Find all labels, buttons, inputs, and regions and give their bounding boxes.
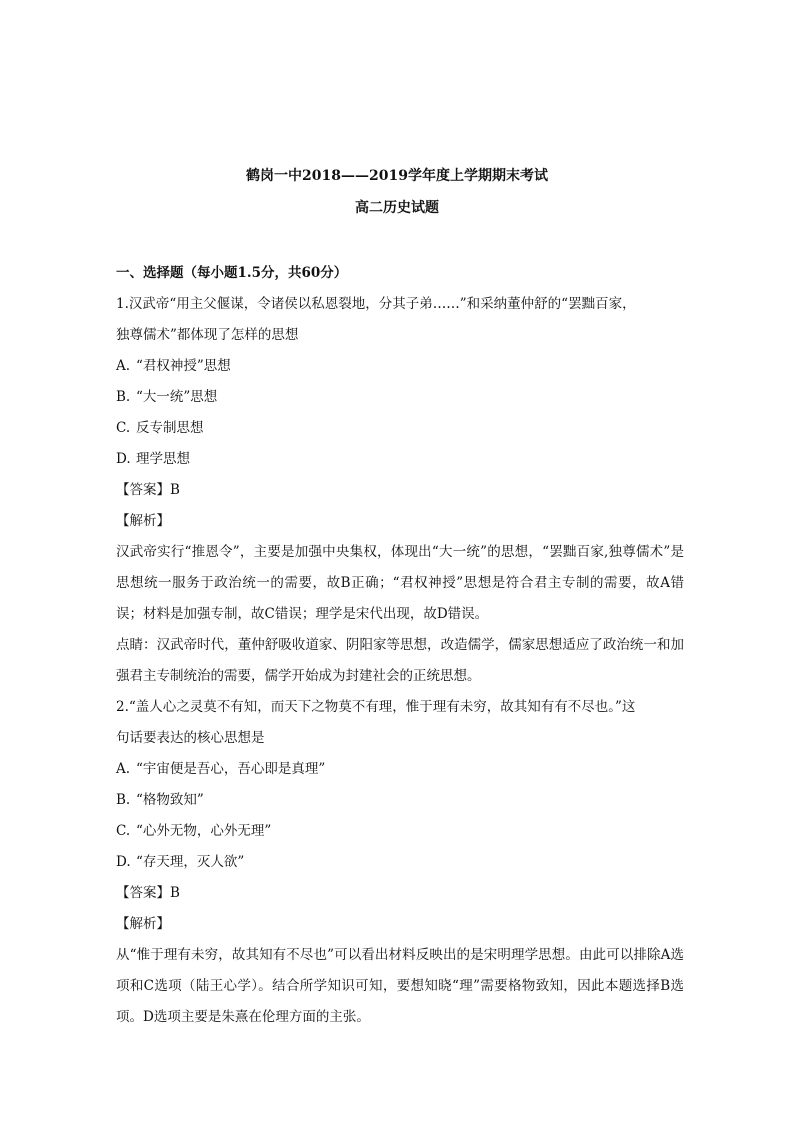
- option-text: “大一统”思想: [136, 389, 218, 405]
- option-c: [116, 816, 684, 847]
- option-text: “心外无物，心外无理”: [136, 823, 272, 839]
- answer-label: 【答案】B: [116, 482, 180, 498]
- option-letter: A.: [116, 761, 131, 777]
- analysis-label: 【解析】: [116, 513, 170, 529]
- option-b: [116, 382, 684, 413]
- option-c: [116, 413, 684, 444]
- option-letter: D.: [116, 451, 131, 467]
- question-2: [116, 692, 684, 1033]
- option-text: 理学思想: [136, 451, 190, 467]
- option-text: “存天理，灭人欲”: [136, 854, 245, 870]
- option-text: “君权神授”思想: [136, 358, 231, 374]
- question-stem-line: 句话要表达的核心思想是: [116, 730, 265, 746]
- analysis-text: 从“惟于理有未穷，故其知有不尽也”可以看出材料反映出的是宋明理学思想。由此可以排除A选项和C选项（陆王心学）。结合所学知识可知，要想知晓“理”需要格物致知，因此本题选择B选项。D选项主要是朱熹在伦理方面的主张。: [116, 947, 684, 1025]
- option-letter: C.: [116, 823, 131, 839]
- option-letter: B.: [116, 792, 131, 808]
- question-stem-line: 1.汉武帝“用主父偃谋，令诸侯以私恩裂地，分其子弟……”和采纳董仲舒的“罢黜百家，: [116, 296, 636, 312]
- analysis-text: 汉武帝实行“推恩令”，主要是加强中央集权，体现出“大一统”的思想，“罢黜百家,独尊儒术”是思想统一服务于政治统一的需要，故B正确；“君权神授”思想是符合君主专制的需要，故A错误；材料是加强专制，故C错误；理学是宋代出现，故D错误。: [116, 544, 684, 622]
- option-letter: A.: [116, 358, 131, 374]
- question-stem-line: 独尊儒术”都体现了怎样的思想: [116, 327, 299, 343]
- option-letter: C.: [116, 420, 131, 436]
- option-a: [116, 351, 684, 382]
- option-b: [116, 785, 684, 816]
- analysis-label: 【解析】: [116, 916, 170, 932]
- option-letter: B.: [116, 389, 131, 405]
- option-a: [116, 754, 684, 785]
- option-text: “格物致知”: [136, 792, 204, 808]
- document-body: [116, 258, 684, 1033]
- note-text: 点睛：汉武帝时代，董仲舒吸收道家、阴阳家等思想，改造儒学，儒家思想适应了政治统一和加强君主专制统治的需要，儒学开始成为封建社会的正统思想。: [116, 637, 684, 684]
- option-d: [116, 444, 684, 475]
- section-heading: 一、选择题（每小题1.5分，共60分）: [116, 265, 348, 281]
- question-1: [116, 289, 684, 692]
- answer-label: 【答案】B: [116, 885, 180, 901]
- option-text: “宇宙便是吾心，吾心即是真理”: [136, 761, 326, 777]
- exam-subtitle: 高二历史试题: [355, 200, 439, 216]
- option-letter: D.: [116, 854, 131, 870]
- option-d: [116, 847, 684, 878]
- question-stem-line: 2.“盖人心之灵莫不有知，而天下之物莫不有理，惟于理有未穷，故其知有有不尽也。”这: [116, 699, 636, 715]
- exam-title: 鹤岗一中2018——2019学年度上学期期末考试: [246, 168, 548, 184]
- option-text: 反专制思想: [136, 420, 204, 436]
